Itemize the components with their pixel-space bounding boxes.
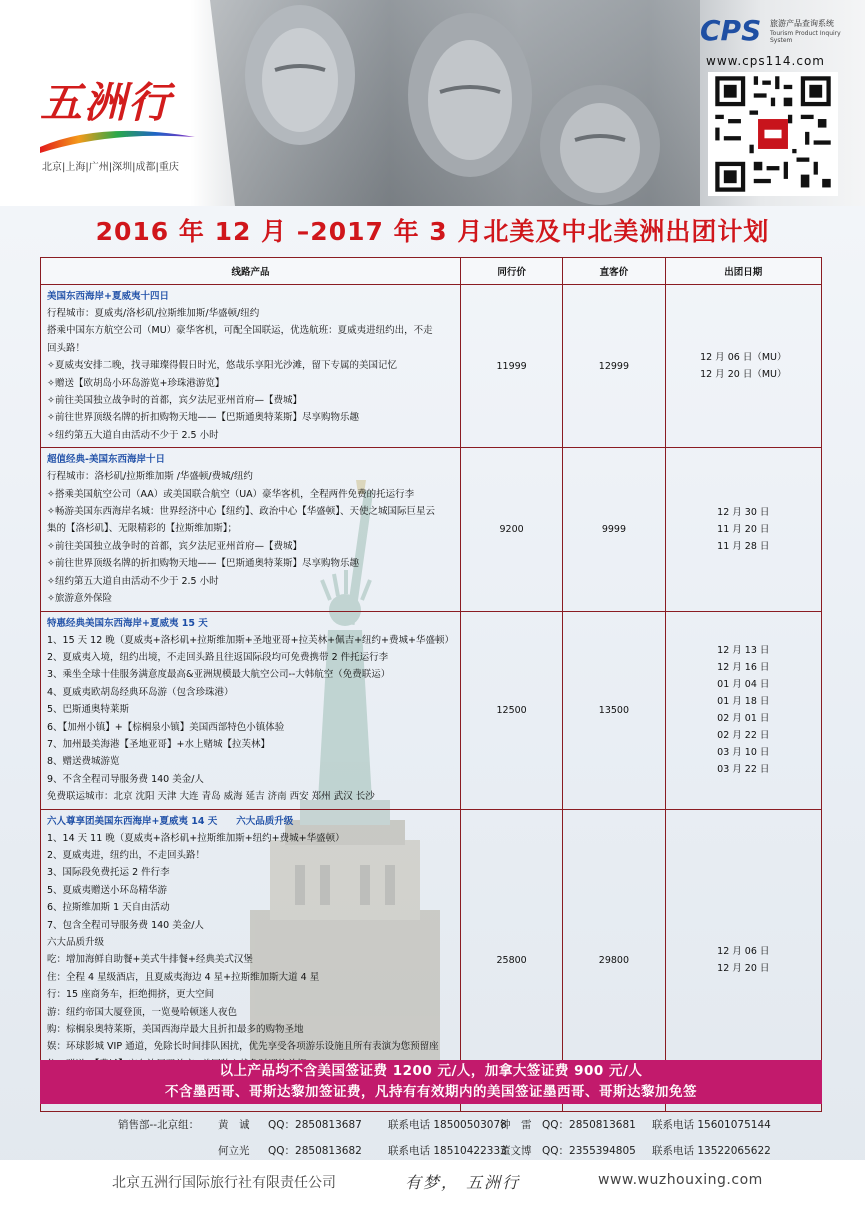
- contact-qq[interactable]: QQ：2850813682: [268, 1145, 362, 1157]
- departure-date: 12 月 20 日（MU）: [700, 369, 787, 381]
- product-detail-line: ✧前往美国独立战争时的首都，宾夕法尼亚州首府—【费城】: [47, 540, 302, 552]
- product-detail-line: 1、14 天 11 晚（夏威夷+洛杉矶+拉斯维加斯+纽约+费城+华盛顿）: [47, 832, 345, 844]
- product-detail-line: 3、国际段免费托运 2 件行李: [47, 867, 170, 879]
- contact-name: 黄 诚: [218, 1119, 250, 1131]
- departure-date: 01 月 04 日: [717, 679, 770, 691]
- header-peer-price: 同行价: [460, 258, 562, 285]
- cps-subtitle: 旅游产品查询系统: [770, 19, 834, 28]
- product-detail-line: ✧前往美国独立战争时的首都，宾夕法尼亚州首府—【费城】: [47, 395, 302, 407]
- product-cell: [41, 448, 461, 611]
- product-detail-line: 搭乘中国东方航空公司（MU）豪华客机，可配全国联运，优选航班：夏威夷进纽约出，不走: [47, 325, 433, 337]
- direct-price: 13500: [563, 611, 665, 809]
- page-title: 2016 年 12 月 –2017 年 3 月北美及中北美洲出团计划: [95, 217, 770, 246]
- departure-date: 12 月 06 日: [717, 946, 770, 958]
- visa-notice-line-2: 不含墨西哥、哥斯达黎加签证费，凡持有有效期内的美国签证墨西哥、哥斯达黎加免签: [165, 1084, 697, 1100]
- website-link[interactable]: www.wuzhouxing.com: [598, 1172, 763, 1188]
- footer-bar: [0, 1160, 865, 1208]
- departure-dates: [665, 611, 821, 809]
- cps-subtitle-en: Tourism Product Inquiry System: [770, 30, 841, 44]
- contact-name: 董文博: [500, 1145, 532, 1157]
- product-detail-line: ✧纽约第五大道自由活动不少于 2.5 小时: [47, 575, 219, 587]
- product-title: 超值经典-美国东西海岸十日: [47, 454, 165, 466]
- header-banner: [0, 0, 865, 206]
- visa-notice-line-1: 以上产品均不含美国签证费 1200 元/人，加拿大签证费 900 元/人: [219, 1063, 643, 1079]
- contact-phone[interactable]: 联系电话 18510422333: [388, 1145, 507, 1157]
- contact-qq[interactable]: QQ：2355394805: [542, 1145, 636, 1157]
- direct-price: 29800: [563, 809, 665, 1112]
- company-logo: 五洲行: [40, 78, 173, 127]
- product-detail-line: 4、夏威夷欧胡岛经典环岛游（包含珍珠港）: [47, 686, 234, 698]
- product-title: 美国东西海岸+夏威夷十四日: [47, 291, 169, 302]
- contact-qq[interactable]: QQ：2850813687: [268, 1119, 362, 1131]
- product-detail-line: ✧夏威夷安排二晚，找寻璀璨得假日时光，悠哉乐享阳光沙滩，留下专属的美国记忆: [47, 360, 397, 372]
- direct-price: 12999: [563, 285, 665, 448]
- product-detail-line: 行程城市：洛杉矶/拉斯维加斯 /华盛顿/费城/纽约: [47, 471, 253, 483]
- product-detail-line: ✧赠送【欧胡岛小环岛游览+珍珠港游览】: [47, 377, 225, 389]
- product-detail-line: ✧畅游美国东西海岸名城：世界经济中心【纽约】、政治中心【华盛顿】、天使之城国际巨星云: [47, 506, 435, 518]
- slogan: 有梦， 五洲行: [405, 1173, 521, 1192]
- product-detail-line: 6、【加州小镇】+【棕榈泉小镇】美国西部特色小镇体验: [47, 721, 285, 733]
- product-detail-line: 1、15 天 12 晚（夏威夷+洛杉矶+拉斯维加斯+圣地亚哥+拉芙林+佩吉+纽约+费城+华盛顿）: [47, 634, 454, 646]
- product-detail-line: 2、夏威夷入境，纽约出境，不走回头路且往返国际段均可免费携带 2 件托运行李: [47, 651, 389, 663]
- product-detail-line: 游：纽约帝国大厦登顶，一览曼哈顿迷人夜色: [47, 1006, 238, 1018]
- product-detail-line: ✧前往世界顶级名牌的折扣购物天地——【巴斯通奥特莱斯】尽享购物乐趣: [47, 558, 359, 570]
- departure-dates: [665, 285, 821, 448]
- product-detail-line: 5、巴斯通奥特莱斯: [47, 704, 130, 716]
- cps-url: www.cps114.com: [706, 54, 825, 68]
- cps-logo: CPS: [700, 14, 762, 47]
- qr-code-icon[interactable]: [708, 72, 838, 196]
- product-detail-line: 行：15 座商务车，拒绝拥挤，更大空间: [47, 989, 215, 1001]
- product-detail-line: 5、夏威夷赠送小环岛精华游: [47, 884, 168, 896]
- rainbow-swoosh-icon: [40, 125, 200, 155]
- departure-date: 12 月 06 日（MU）: [700, 352, 787, 364]
- contact-phone[interactable]: 联系电话 13522065622: [652, 1145, 771, 1157]
- table-row: [41, 611, 822, 809]
- contact-phone[interactable]: 联系电话 18500503078: [388, 1119, 507, 1131]
- table-row: [41, 285, 822, 448]
- departure-date: 03 月 22 日: [717, 764, 770, 776]
- tour-schedule-table: [40, 257, 822, 1112]
- departure-date: 12 月 13 日: [717, 645, 770, 657]
- product-detail-line: 六大品质升级: [47, 937, 105, 948]
- product-detail-line: 7、包含全程司导服务费 140 美金/人: [47, 919, 204, 931]
- product-detail-line: 2、夏威夷进，纽约出，不走回头路！: [47, 849, 206, 861]
- contact-name: 钟 雷: [500, 1119, 532, 1131]
- peer-price: 11999: [460, 285, 562, 448]
- visa-notice: [40, 1060, 822, 1104]
- header-product: 线路产品: [41, 258, 461, 285]
- product-title: 六人尊享团美国东西海岸+夏威夷 14 天 六大品质升级: [47, 815, 294, 827]
- product-detail-line: 住：全程 4 星级酒店，且夏威夷海边 4 星+拉斯维加斯大道 4 星: [47, 971, 320, 983]
- product-detail-line: 6、拉斯维加斯 1 天自由活动: [47, 902, 170, 914]
- product-detail-line: 8、赠送费城游览: [47, 756, 120, 768]
- departure-date: 12 月 30 日: [717, 506, 770, 518]
- product-detail-line: ✧旅游意外保险: [47, 593, 112, 605]
- departure-date: 02 月 01 日: [717, 713, 770, 725]
- departure-date: 02 月 22 日: [717, 730, 770, 742]
- peer-price: 25800: [460, 809, 562, 1112]
- header-direct-price: 直客价: [563, 258, 665, 285]
- departure-date: 01 月 18 日: [717, 696, 770, 708]
- product-cell: [41, 285, 461, 448]
- product-detail-line: 回头路！: [47, 342, 86, 354]
- departure-date: 11 月 20 日: [717, 523, 770, 535]
- product-detail-line: 9、不含全程司导服务费 140 美金/人: [47, 773, 204, 785]
- direct-price: 9999: [563, 448, 665, 611]
- product-detail-line: 吃：增加海鲜自助餐+美式牛排餐+经典美式汉堡: [47, 954, 253, 966]
- contact-qq[interactable]: QQ：2850813681: [542, 1119, 636, 1131]
- departure-date: 12 月 20 日: [717, 963, 770, 975]
- product-detail-line: 集的【洛杉矶】、无限精彩的【拉斯维加斯】；: [47, 523, 238, 535]
- company-name: 北京五洲行国际旅行社有限责任公司: [112, 1175, 336, 1191]
- product-detail-line: ✧搭乘美国航空公司（AA）或美国联合航空（UA）豪华客机，全程两件免费的托运行李: [47, 488, 415, 500]
- product-cell: [41, 611, 461, 809]
- product-detail-line: ✧前往世界顶级名牌的折扣购物天地——【巴斯通奥特莱斯】尽享购物乐趣: [47, 412, 359, 424]
- departure-date: 12 月 16 日: [717, 662, 770, 674]
- table-row: [41, 448, 822, 611]
- product-detail-line: 娱：环球影城 VIP 通道，免除长时间排队困扰，优先享受各项游乐设施且所有表演为您预留座: [47, 1041, 439, 1053]
- product-detail-line: 7、加州最美海港【圣地亚哥】+水上赌城【拉芙林】: [47, 738, 271, 750]
- header-departure-dates: 出团日期: [665, 258, 821, 285]
- contact-name: 何立光: [218, 1145, 250, 1157]
- product-detail-line: 免费联运城市：北京 沈阳 天津 大连 青岛 威海 延吉 济南 西安 郑州 武汉 长沙: [47, 791, 375, 803]
- departure-dates: [665, 448, 821, 611]
- logo-cities: 北京|上海|广州|深圳|成都|重庆: [42, 162, 179, 173]
- product-title: 特惠经典美国东西海岸+夏威夷 15 天: [47, 617, 208, 629]
- product-detail-line: ✧纽约第五大道自由活动不少于 2.5 小时: [47, 429, 219, 441]
- table-header-row: [41, 258, 822, 285]
- departure-date: 11 月 28 日: [717, 540, 770, 552]
- departure-date: 03 月 10 日: [717, 747, 770, 759]
- peer-price: 12500: [460, 611, 562, 809]
- product-detail-line: 购：棕榈泉奥特莱斯，美国西海岸最大且折扣最多的购物圣地: [47, 1024, 304, 1036]
- product-detail-line: 行程城市：夏威夷/洛杉矶/拉斯维加斯/华盛顿/纽约: [47, 308, 260, 319]
- contact-phone[interactable]: 联系电话 15601075144: [652, 1119, 771, 1131]
- product-detail-line: 3、乘坐全球十佳服务满意度最高&亚洲规模最大航空公司--大韩航空（免费联运）: [47, 669, 391, 681]
- cps-brand: [700, 14, 850, 72]
- sales-dept-label: 销售部--北京组：: [118, 1119, 200, 1131]
- peer-price: 9200: [460, 448, 562, 611]
